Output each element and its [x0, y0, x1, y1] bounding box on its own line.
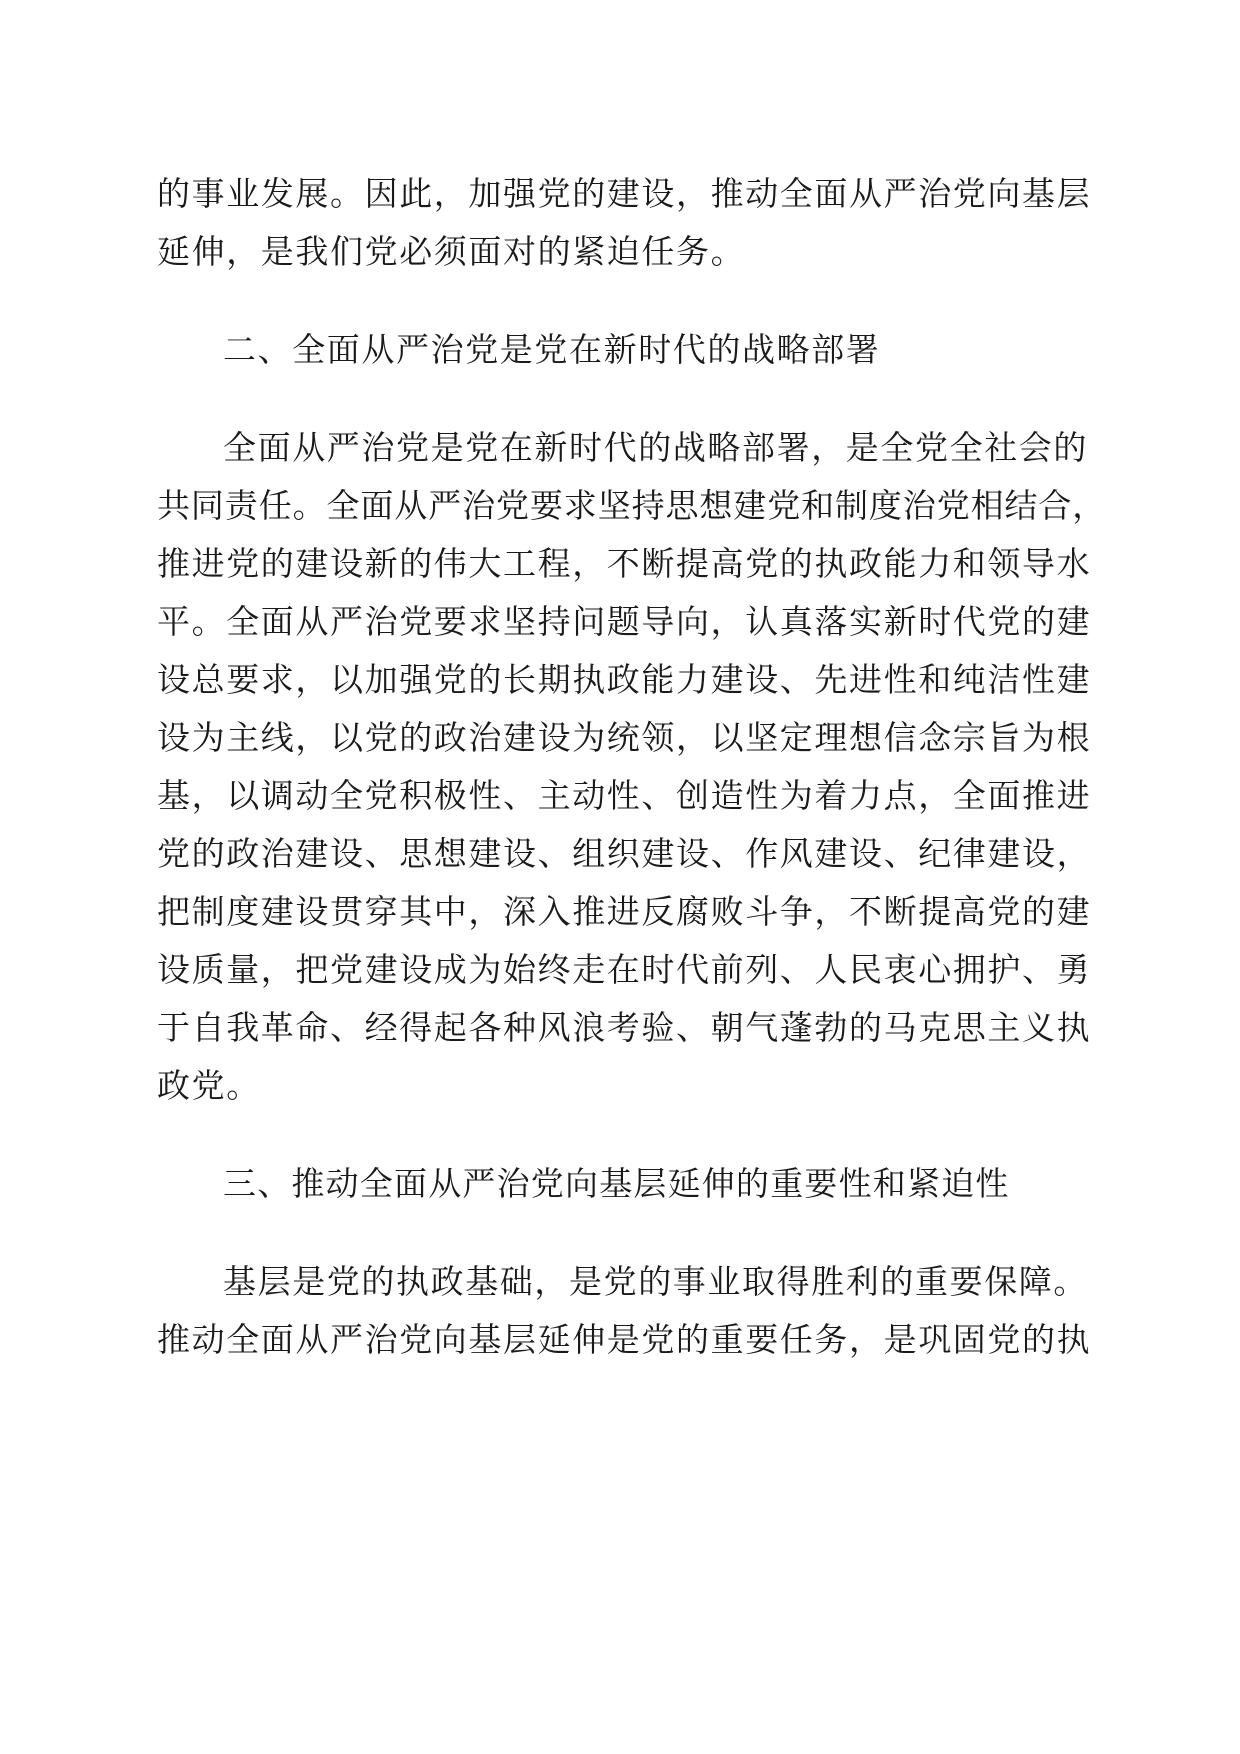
- paragraph-line: 全面从严治党是党在新时代的战略部署，是全党全社会的: [223, 428, 1088, 467]
- paragraph-line: 基，以调动全党积极性、主动性、创造性为着力点，全面推进: [157, 776, 1092, 815]
- paragraph-line: 于自我革命、经得起各种风浪考验、朝气蓬勃的马克思主义执: [157, 1008, 1092, 1047]
- section-heading: 三、推动全面从严治党向基层延伸的重要性和紧迫性: [223, 1164, 1010, 1203]
- paragraph-line: 设总要求，以加强党的长期执政能力建设、先进性和纯洁性建: [157, 660, 1092, 699]
- section-heading: 二、全面从严治党是党在新时代的战略部署: [223, 330, 881, 369]
- paragraph-line: 党的政治建设、思想建设、组织建设、作风建设、纪律建设，: [157, 834, 1092, 873]
- paragraph-line: 设为主线，以党的政治建设为统领，以坚定理想信念宗旨为根: [157, 718, 1092, 757]
- paragraph-line: 把制度建设贯穿其中，深入推进反腐败斗争，不断提高党的建: [157, 892, 1092, 931]
- paragraph-line: 的事业发展。因此，加强党的建设，推动全面从严治党向基层: [157, 174, 1092, 213]
- paragraph-line: 推进党的建设新的伟大工程，不断提高党的执政能力和领导水: [157, 544, 1092, 583]
- paragraph-line: 政党。: [157, 1066, 261, 1105]
- paragraph-line: 设质量，把党建设成为始终走在时代前列、人民衷心拥护、勇: [157, 950, 1092, 989]
- paragraph-line: 共同责任。全面从严治党要求坚持思想建党和制度治党相结合，: [157, 486, 1107, 525]
- paragraph-line: 基层是党的执政基础，是党的事业取得胜利的重要保障。: [223, 1262, 1088, 1301]
- paragraph-line: 平。全面从严治党要求坚持问题导向，认真落实新时代党的建: [157, 602, 1092, 641]
- paragraph-line: 推动全面从严治党向基层延伸是党的重要任务，是巩固党的执: [157, 1320, 1092, 1359]
- paragraph-line: 延伸，是我们党必须面对的紧迫任务。: [157, 232, 746, 271]
